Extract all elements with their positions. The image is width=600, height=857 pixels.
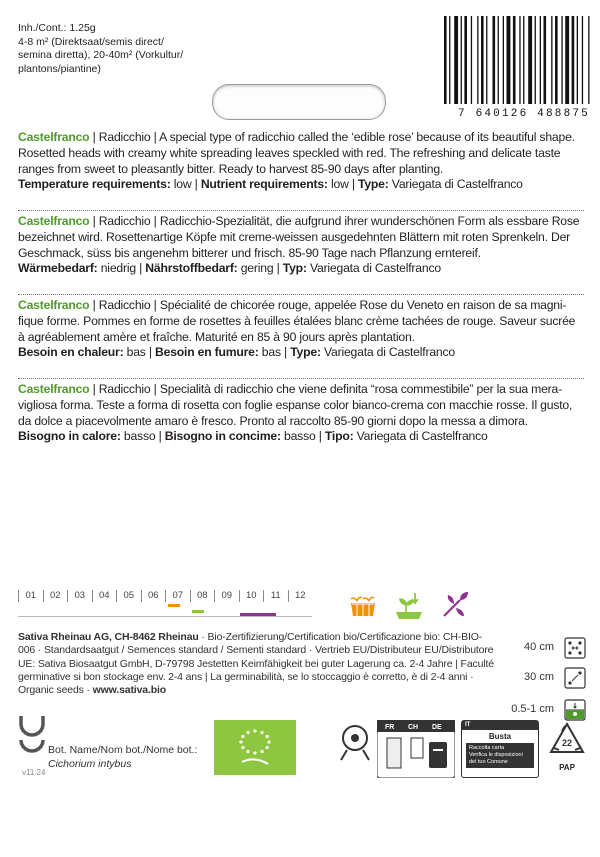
description-english [18, 130, 584, 193]
plant-spacing-spec [505, 667, 590, 689]
plant-spacing-icon [564, 667, 586, 689]
hang-hole [212, 84, 386, 120]
area-line-1: 4-8 m² (Direktsaat/semis direct/ [18, 35, 164, 48]
calendar-month: 06 [141, 590, 166, 602]
busta-label: Busta [488, 732, 512, 741]
package-contents-info [18, 22, 218, 76]
botanical-name [48, 743, 197, 771]
pap-label: PAP [559, 763, 575, 772]
req-label: Wärmebedarf: [18, 261, 98, 276]
description-text: | Radicchio | Radicchio-Spezialität, die aufgrund ihrer wunderschönen Form als essbare Rose bezeichnet wird. Rosettenartige Köpfe mit creme-weissen ausgedehnten Blättern mit roten Sprenkeln. Der Geschmack, süss bis angenehm bitterer und frisch. 85-90 Tage nach Pflanzung erntereif. [18, 214, 580, 260]
seed-tray-icon [346, 588, 380, 622]
req-label: Temperature requirements: [18, 177, 171, 192]
barcode-number: 7 640126 488875 [457, 108, 590, 120]
calendar-month: 02 [43, 590, 68, 602]
calendar-baseline [18, 616, 312, 617]
plant-spacing-value: 30 cm [524, 671, 554, 683]
calendar-month: 11 [263, 590, 288, 602]
description-text: | Radicchio | Spécialité de chicorée rouge, appelée Rose du Veneto en raison de sa magnifique forme. Pommes en forme de rosettes à feuilles étalées blanc crème tachées de rouge. Saveur sucrée à agréablement amère et fraîche. Maturité en 85 à 90 jours après plantation. [18, 298, 576, 344]
barcode [430, 14, 590, 120]
planting-icon [392, 588, 426, 622]
req-value: Variegata di Castelfranco [353, 429, 488, 444]
req-value: Variegata di Castelfranco [306, 261, 441, 276]
variety-name: Castelfranco [18, 214, 90, 228]
eu-organic-logo [214, 720, 296, 775]
variety-name: Castelfranco [18, 298, 90, 312]
calendar-month: 10 [239, 590, 264, 602]
sowing-depth-spec [505, 699, 590, 721]
section-divider [18, 378, 584, 379]
barcode-bars-icon [430, 14, 590, 106]
description-italian [18, 382, 584, 445]
recycling-triangle-icon [547, 720, 587, 760]
country-code: FR [385, 724, 395, 731]
botanical-label: Bot. Name/Nom bot./Nome bot.: [48, 744, 198, 756]
description-french [18, 298, 584, 361]
company-info [18, 631, 498, 697]
req-label: Typ: [282, 261, 307, 276]
row-spacing-spec [505, 637, 590, 659]
sowing-period-bar [168, 604, 180, 607]
req-value: Variegata di Castelfranco [320, 345, 455, 360]
calendar-month: 04 [92, 590, 117, 602]
req-value: niedrig | [97, 261, 146, 276]
description-german [18, 214, 584, 277]
req-value: low | [170, 177, 201, 192]
planting-period-bar [192, 610, 204, 613]
country-code: CH [408, 724, 419, 731]
req-label: Besoin en fumure: [155, 345, 259, 360]
description-text: | Radicchio | A special type of radicchio called the ‘edible rose’ because of its beautiful shape. Rosetted heads with creamy white spreading leaves speckled with red. The refreshing and delicate taste ranges from sweet to pleasantly bitter. Ready to harvest 85-90 days after planting. [18, 130, 575, 176]
calendar-month: 03 [67, 590, 92, 602]
req-value: bas | [123, 345, 156, 360]
recycling-labels [337, 720, 587, 780]
area-line-2: semina diretta), 20-40m² (Vorkultur/ [18, 49, 184, 62]
calendar-month: 09 [214, 590, 239, 602]
pap-code: 22 [561, 738, 573, 748]
req-value: basso | [280, 429, 325, 444]
section-divider [18, 210, 584, 211]
req-label: Bisogno in calore: [18, 429, 121, 444]
triman-icon [337, 720, 373, 766]
country-code: DE [432, 724, 442, 731]
calendar-months [18, 590, 312, 602]
sowing-depth-icon [564, 699, 586, 721]
section-divider [18, 294, 584, 295]
variety-name: Castelfranco [18, 130, 90, 144]
raccolta-label: Raccolta carta [469, 745, 505, 751]
row-spacing-icon [564, 637, 586, 659]
calendar-month: 05 [116, 590, 141, 602]
version-number: v11.24 [22, 768, 46, 777]
row-spacing-value: 40 cm [524, 641, 554, 653]
sowing-depth-value: 0.5-1 cm [511, 703, 554, 715]
req-label: Type: [358, 177, 389, 192]
sowing-calendar [18, 590, 312, 620]
req-label: Besoin en chaleur: [18, 345, 124, 360]
company-text: · Bio-Zertifizierung/Certification bio/Certificazione bio: CH-BIO-006 · Standardsaatgut / Semences standard / Sementi standard · Vertrieb EU/Distributeur EU/Distributore UE: Sativa Biosaatgut GmbH, D-79798 Jestetten Keimfähigkeit bei guter Lagerung ca. 2-4 Jahre | Faculté germinative si bon stockage env. 2-4 ans | La germinabilità, se lo stoccaggio è corretto, è di 2-4 anni · Organic seeds · [18, 631, 494, 697]
sativa-logo-icon [18, 714, 46, 760]
req-value: gering | [237, 261, 283, 276]
pap-recycling-code [547, 720, 587, 778]
company-website: www.sativa.bio [92, 684, 167, 697]
calendar-month: 12 [288, 590, 313, 602]
req-value: Variegata di Castelfranco [388, 177, 523, 192]
calendar-month: 08 [190, 590, 215, 602]
it-country-code: IT [462, 721, 538, 730]
req-label: Bisogno in concime: [164, 429, 281, 444]
req-value: basso | [120, 429, 165, 444]
company-name: Sativa Rheinau AG, CH-8462 Rheinau [18, 631, 199, 643]
activity-icons [340, 588, 476, 622]
req-value: bas | [258, 345, 291, 360]
country-sorting-label [377, 720, 455, 778]
italian-sorting-label [461, 720, 539, 778]
req-label: Type: [290, 345, 321, 360]
calendar-month: 01 [18, 590, 43, 602]
description-text: | Radicchio | Specialità di radicchio che viene definita “rosa commestibile” per la sua meravigliosa forma. Teste a forma di rosetta con foglie espanse color bianco-crema con macchie rosse. Il gusto, da dolce a piacevolmente amaro è fresco. Pronto al raccolto 85-90 giorni dopo la messa a dimora. [18, 382, 573, 428]
calendar-month: 07 [165, 590, 190, 602]
req-label: Nährstoffbedarf: [145, 261, 238, 276]
req-label: Nutrient requirements: [200, 177, 328, 192]
content-weight: Inh./Cont.: 1.25g [18, 22, 96, 34]
req-label: Tipo: [324, 429, 354, 444]
harvest-icon [438, 588, 472, 622]
botanical-latin: Cichorium intybus [48, 758, 132, 770]
variety-name: Castelfranco [18, 382, 90, 396]
verifica-label: Verifica le disposizioni del tuo Comune [469, 752, 523, 765]
req-value: low | [327, 177, 359, 192]
area-line-3: plantons/piantine) [18, 62, 101, 75]
